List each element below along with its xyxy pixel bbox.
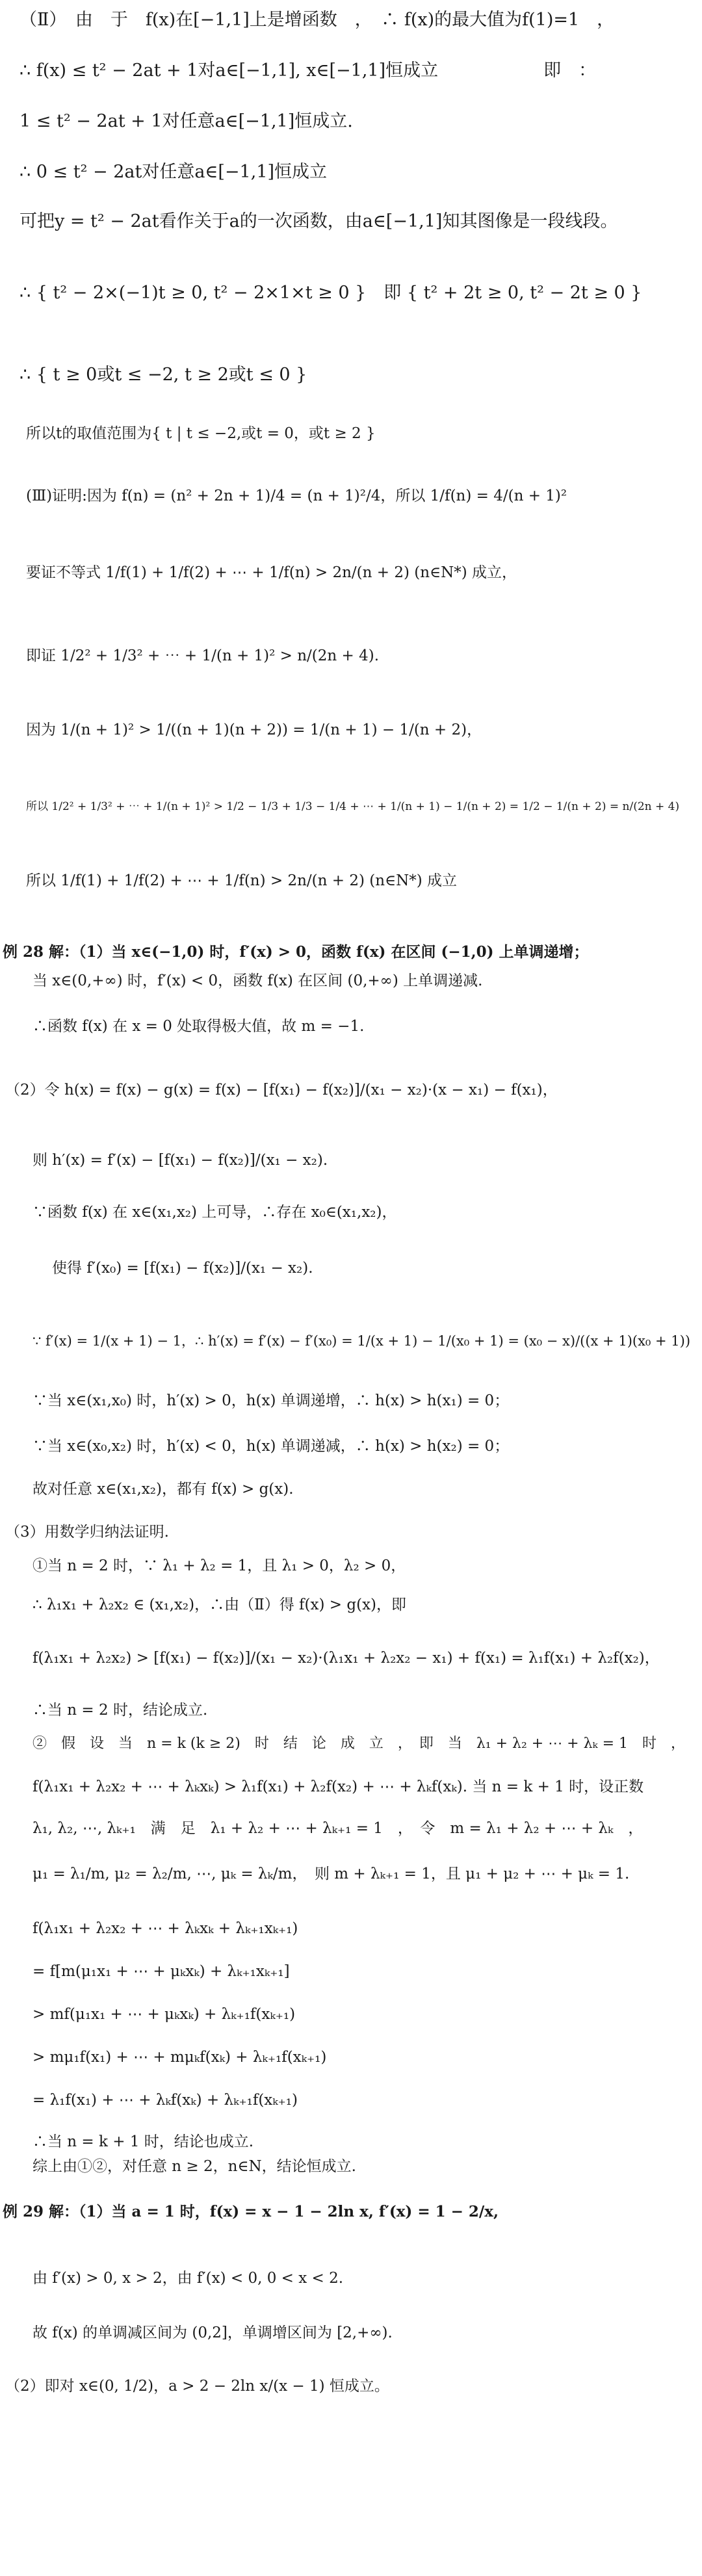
text-line: 1 ≤ t² − 2at + 1对任意a∈[−1,1]恒成立.: [20, 111, 353, 131]
text-line: 故对任意 x∈(x₁,x₂)，都有 f(x) > g(x).: [32, 1481, 294, 1498]
text-line: 由 f′(x) > 0, x > 2，由 f′(x) < 0, 0 < x < 2.: [32, 2270, 344, 2287]
example-heading: 例 28 解：（1）当 x∈(−1,0) 时，f′(x) > 0，函数 f(x) 在区间 (−1,0) 上单调递增；: [3, 943, 589, 961]
text-line: > mf(μ₁x₁ + ⋯ + μₖxₖ) + λₖ₊₁f(xₖ₊₁): [32, 2006, 296, 2023]
text-line: f(λ₁x₁ + λ₂x₂ + ⋯ + λₖxₖ) > λ₁f(x₁) + λ₂f(x₂) + ⋯ + λₖf(xₖ). 当 n = k + 1 时，设正数: [32, 1778, 644, 1795]
text-line: μ₁ = λ₁/m, μ₂ = λ₂/m, ⋯, μₖ = λₖ/m， 则 m + λₖ₊₁ = 1，且 μ₁ + μ₂ + ⋯ + μₖ = 1.: [32, 1866, 630, 1882]
text-line: ∴ λ₁x₁ + λ₂x₂ ∈ (x₁,x₂)，∴由（Ⅱ）得 f(x) > g(x)，即: [32, 1596, 407, 1613]
text-line: 则 h′(x) = f′(x) − [f(x₁) − f(x₂)]/(x₁ − x₂).: [32, 1152, 328, 1169]
text-line: = f[m(μ₁x₁ + ⋯ + μₖxₖ) + λₖ₊₁xₖ₊₁]: [32, 1963, 290, 1980]
text-line: （3）用数学归纳法证明.: [5, 1524, 169, 1541]
text-line: 因为 1/(n + 1)² > 1/((n + 1)(n + 2)) = 1/(n + 1) − 1/(n + 2)，: [26, 722, 482, 738]
text-line: 即证 1/2² + 1/3² + ⋯ + 1/(n + 1)² > n/(2n + 4).: [26, 647, 380, 664]
text-line: ∴ f(x) ≤ t² − 2at + 1对a∈[−1,1], x∈[−1,1]恒成立 即 ：: [20, 60, 597, 81]
text-line: ∴当 n = 2 时，结论成立.: [32, 1702, 208, 1719]
text-line: ∵ f′(x) = 1/(x + 1) − 1，∴ h′(x) = f′(x) − f′(x₀) = 1/(x + 1) − 1/(x₀ + 1) = (x₀ − x)/((x + 1)(x₀ + 1)): [32, 1333, 691, 1349]
text-line: （2）即对 x∈(0, 1/2)，a > 2 − 2ln x/(x − 1) 恒成立。: [5, 2378, 389, 2395]
text-line: ∵当 x∈(x₁,x₀) 时，h′(x) > 0，h(x) 单调递增，∴ h(x) > h(x₁) = 0；: [32, 1392, 510, 1409]
text-line: = λ₁f(x₁) + ⋯ + λₖf(xₖ) + λₖ₊₁f(xₖ₊₁): [32, 2092, 298, 2109]
text-line: f(λ₁x₁ + λ₂x₂ + ⋯ + λₖxₖ + λₖ₊₁xₖ₊₁): [32, 1920, 298, 1937]
text-line: ∴ 0 ≤ t² − 2at对任意a∈[−1,1]恒成立: [20, 162, 328, 182]
equation-system: ∴ { t ≥ 0或t ≤ −2, t ≥ 2或t ≤ 0 }: [20, 365, 307, 385]
equation-system: ∴ { t² − 2×(−1)t ≥ 0, t² − 2×1×t ≥ 0 } 即 { t² + 2t ≥ 0, t² − 2t ≥ 0 }: [20, 283, 642, 303]
example-heading: 例 29 解：（1）当 a = 1 时，f(x) = x − 1 − 2ln x, f′(x) = 1 − 2/x,: [3, 2203, 499, 2220]
text-line: ∴函数 f(x) 在 x = 0 处取得极大值，故 m = −1.: [32, 1018, 365, 1035]
text-line: f(λ₁x₁ + λ₂x₂) > [f(x₁) − f(x₂)]/(x₁ − x₂)·(λ₁x₁ + λ₂x₂ − x₁) + f(x₁) = λ₁f(x₁) + λ₂f(x₂)，: [32, 1650, 660, 1667]
text-line: λ₁, λ₂, ⋯, λₖ₊₁ 满 足 λ₁ + λ₂ + ⋯ + λₖ₊₁ = 1 ， 令 m = λ₁ + λ₂ + ⋯ + λₖ ，: [32, 1820, 644, 1837]
text-line: 要证不等式 1/f(1) + 1/f(2) + ⋯ + 1/f(n) > 2n/(n + 2) (n∈N*) 成立，: [26, 564, 517, 581]
text-line: 所以 1/f(1) + 1/f(2) + ⋯ + 1/f(n) > 2n/(n + 2) (n∈N*) 成立: [26, 872, 458, 889]
text-line: ①当 n = 2 时，∵ λ₁ + λ₂ = 1，且 λ₁ > 0，λ₂ > 0，: [32, 1557, 406, 1574]
text-line: （2）令 h(x) = f(x) − g(x) = f(x) − [f(x₁) − f(x₂)]/(x₁ − x₂)·(x − x₁) − f(x₁)，: [5, 1082, 558, 1099]
text-line: > mμ₁f(x₁) + ⋯ + mμₖf(xₖ) + λₖ₊₁f(xₖ₊₁): [32, 2049, 327, 2066]
text-line: 当 x∈(0,+∞) 时，f′(x) < 0，函数 f(x) 在区间 (0,+∞) 上单调递减.: [32, 972, 483, 989]
text-line: ∵当 x∈(x₀,x₂) 时，h′(x) < 0，h(x) 单调递减，∴ h(x) > h(x₂) = 0；: [32, 1438, 510, 1455]
text-line: ② 假 设 当 n = k (k ≥ 2) 时 结 论 成 立 ， 即 当 λ₁ + λ₂ + ⋯ + λₖ = 1 时 ，: [32, 1736, 685, 1752]
text-line: (Ⅲ)证明:因为 f(n) = (n² + 2n + 1)/4 = (n + 1)²/4，所以 1/f(n) = 4/(n + 1)²: [26, 488, 567, 504]
text-line: 综上由①②，对任意 n ≥ 2，n∈N，结论恒成立.: [32, 2158, 356, 2175]
text-line: ∴当 n = k + 1 时，结论也成立.: [32, 2133, 254, 2150]
text-line: （Ⅱ） 由 于 f(x)在[−1,1]上是增函数 ， ∴ f(x)的最大值为f(1)=1 ，: [20, 10, 615, 30]
text-line: 所以t的取值范围为{ t | t ≤ −2,或t = 0，或t ≥ 2 }: [26, 425, 376, 442]
text-line: 使得 f′(x₀) = [f(x₁) − f(x₂)]/(x₁ − x₂).: [52, 1260, 313, 1277]
text-line: 可把y = t² − 2at看作关于a的一次函数，由a∈[−1,1]知其图像是一段线段。: [20, 211, 618, 231]
text-line: 所以 1/2² + 1/3² + ⋯ + 1/(n + 1)² > 1/2 − 1/3 + 1/3 − 1/4 + ⋯ + 1/(n + 1) − 1/(n + 2) = 1/2 − 1/(n + 2) = n/(2n + 4): [26, 800, 680, 813]
text-line: 故 f(x) 的单调减区间为 (0,2]，单调增区间为 [2,+∞).: [32, 2324, 393, 2341]
text-line: ∵函数 f(x) 在 x∈(x₁,x₂) 上可导，∴存在 x₀∈(x₁,x₂)，: [32, 1204, 397, 1221]
